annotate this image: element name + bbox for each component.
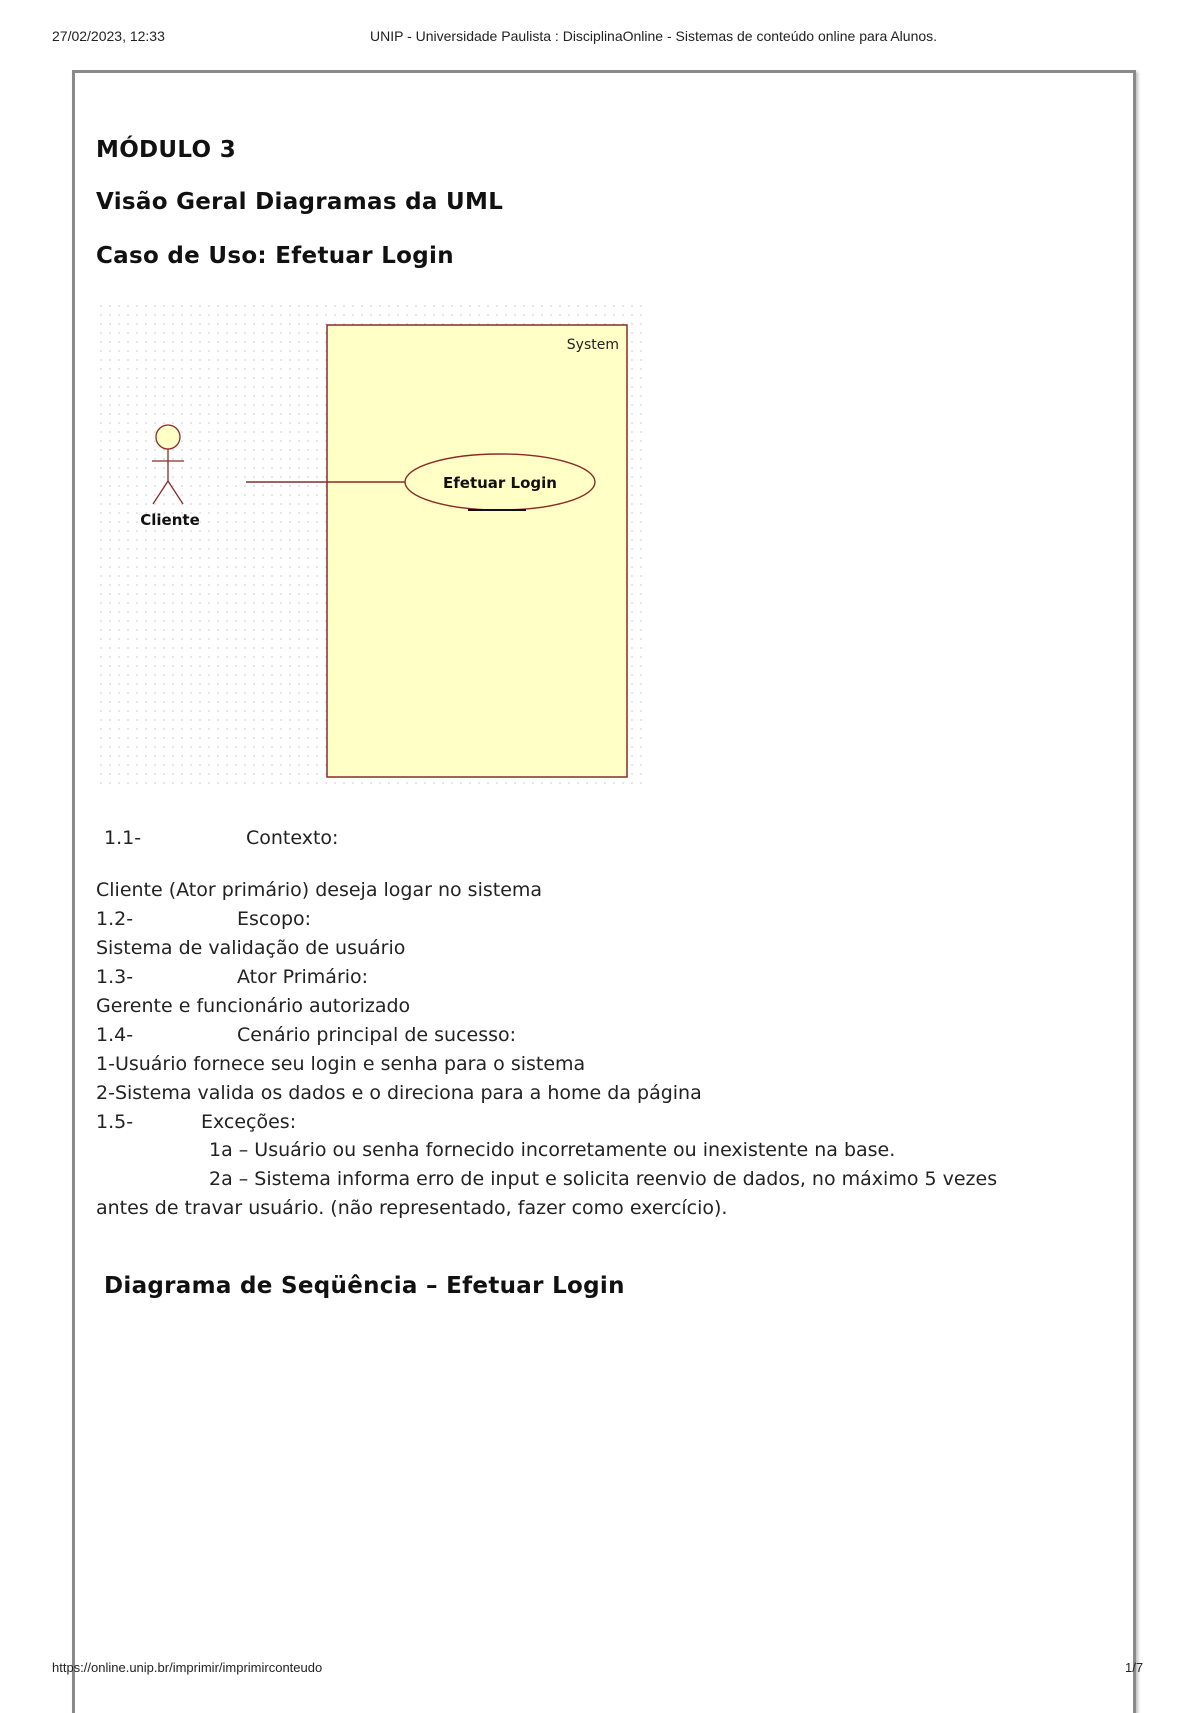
module-heading: MÓDULO 3	[96, 137, 237, 163]
spec-1-3-text: Gerente e funcionário autorizado	[96, 995, 411, 1017]
spec-1-4-number: 1.4-	[96, 1024, 134, 1046]
system-boundary	[327, 325, 627, 777]
spec-1-1-text: Cliente (Ator primário) deseja logar no sistema	[96, 879, 543, 901]
actor-label: Cliente	[140, 511, 200, 529]
spec-1-3-label: Ator Primário:	[237, 966, 369, 988]
spec-1-3-number: 1.3-	[96, 966, 134, 988]
system-label: System	[566, 337, 619, 353]
print-page-title: UNIP - Universidade Paulista : DisciplinaOnline - Sistemas de conteúdo online para Alunos.	[370, 28, 938, 44]
spec-1-5-label: Exceções:	[201, 1111, 297, 1133]
spec-1-2-text: Sistema de validação de usuário	[96, 937, 406, 959]
print-date: 27/02/2023, 12:33	[52, 28, 165, 44]
sequence-diagram-heading: Diagrama de Seqüência – Efetuar Login	[104, 1273, 625, 1299]
spec-1-2-label: Escopo:	[237, 908, 312, 930]
print-url: https://online.unip.br/imprimir/imprimirconteudo	[52, 1660, 323, 1675]
print-footer	[0, 1660, 1200, 1680]
spec-1-1-number: 1.1-	[104, 827, 142, 849]
use-case-heading: Caso de Uso: Efetuar Login	[96, 243, 454, 269]
spec-1-5-exception-2a-cont: antes de travar usuário. (não representado, fazer como exercício).	[96, 1197, 728, 1219]
use-case-diagram	[100, 305, 648, 785]
spec-1-5-exception-2a: 2a – Sistema informa erro de input e solicita reenvio de dados, no máximo 5 vezes	[209, 1168, 998, 1190]
spec-1-2-number: 1.2-	[96, 908, 134, 930]
use-case-label: Efetuar Login	[443, 474, 557, 492]
section-heading: Visão Geral Diagramas da UML	[96, 189, 504, 215]
print-header	[0, 28, 1200, 48]
spec-1-5-exception-1a: 1a – Usuário ou senha fornecido incorretamente ou inexistente na base.	[209, 1139, 896, 1161]
spec-1-4-label: Cenário principal de sucesso:	[237, 1024, 517, 1046]
spec-1-4-step-2: 2-Sistema valida os dados e o direciona para a home da página	[96, 1082, 702, 1104]
spec-1-4-step-1: 1-Usuário fornece seu login e senha para o sistema	[96, 1053, 586, 1075]
print-page-number: 1/7	[1125, 1660, 1144, 1675]
spec-1-1-label: Contexto:	[246, 827, 339, 849]
spec-1-5-number: 1.5-	[96, 1111, 134, 1133]
